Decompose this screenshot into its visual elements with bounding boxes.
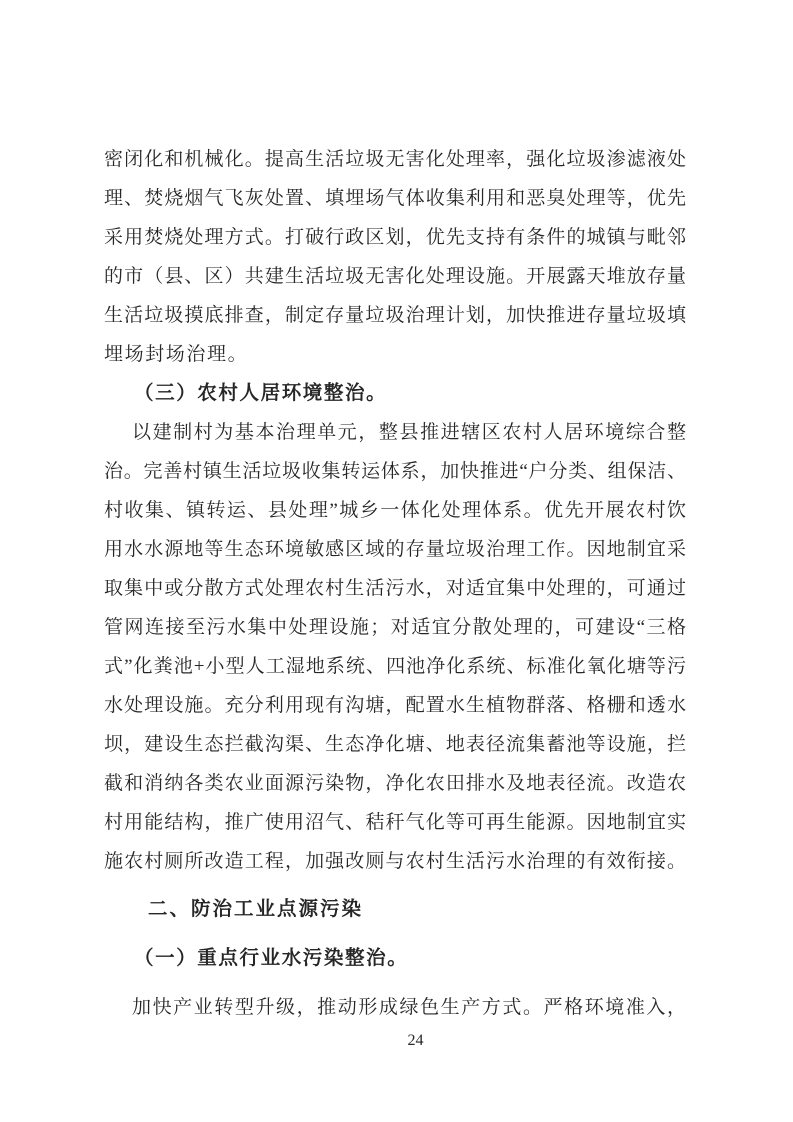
- body-line-paragraph-start: 加快产业转型升级，推动形成绿色生产方式。严格环境准入，: [132, 997, 686, 1018]
- body-line: 截和消纳各类农业面源污染物，净化农田排水及地表径流。改造农: [104, 773, 686, 794]
- heading-industrial-pollution: 二、防治工业点源污染: [148, 898, 364, 920]
- body-line: 理、焚烧烟气飞灰处置、填埋场气体收集利用和恶臭处理等，优先: [104, 188, 686, 209]
- body-line: 用水水源地等生态环境敏感区域的存量垃圾治理工作。因地制宜采: [104, 539, 686, 560]
- body-line: 村用能结构，推广使用沼气、秸秆气化等可再生能源。因地制宜实: [104, 812, 686, 833]
- body-line: 采用焚烧处理方式。打破行政区划，优先支持有条件的城镇与毗邻: [104, 227, 686, 248]
- subheading-rural-environment: （三）农村人居环境整治。: [134, 383, 388, 404]
- body-line-paragraph-end: 施农村厕所改造工程，加强改厕与农村生活污水治理的有效衔接。: [104, 851, 686, 872]
- body-line: 式”化粪池+小型人工湿地系统、四池净化系统、标准化氧化塘等污: [104, 656, 686, 677]
- body-line-paragraph-end: 埋场封场治理。: [104, 344, 249, 365]
- body-line: 生活垃圾摸底排查，制定存量垃圾治理计划，加快推进存量垃圾填: [104, 305, 686, 326]
- page-number: 24: [407, 1032, 424, 1049]
- body-line: 管网连接至污水集中处理设施；对适宜分散处理的，可建设“三格: [104, 617, 686, 638]
- body-line: 坝，建设生态拦截沟渠、生态净化塘、地表径流集蓄池等设施，拦: [104, 734, 686, 755]
- body-line: 密闭化和机械化。提高生活垃圾无害化处理率，强化垃圾渗滤液处: [104, 149, 686, 170]
- body-line: 水处理设施。充分利用现有沟塘，配置水生植物群落、格栅和透水: [104, 695, 686, 716]
- subheading-key-industry: （一）重点行业水污染整治。: [134, 948, 409, 969]
- body-line: 取集中或分散方式处理农村生活污水，对适宜集中处理的，可通过: [104, 578, 686, 599]
- body-line: 村收集、镇转运、县处理”城乡一体化处理体系。优先开展农村饮: [104, 500, 686, 521]
- body-line: 治。完善村镇生活垃圾收集转运体系，加快推进“户分类、组保洁、: [104, 461, 686, 482]
- text-block: [104, 140, 686, 1032]
- body-line-paragraph-start: 以建制村为基本治理单元，整县推进辖区农村人居环境综合整: [132, 422, 686, 443]
- body-line: 的市（县、区）共建生活垃圾无害化处理设施。开展露天堆放存量: [104, 266, 686, 287]
